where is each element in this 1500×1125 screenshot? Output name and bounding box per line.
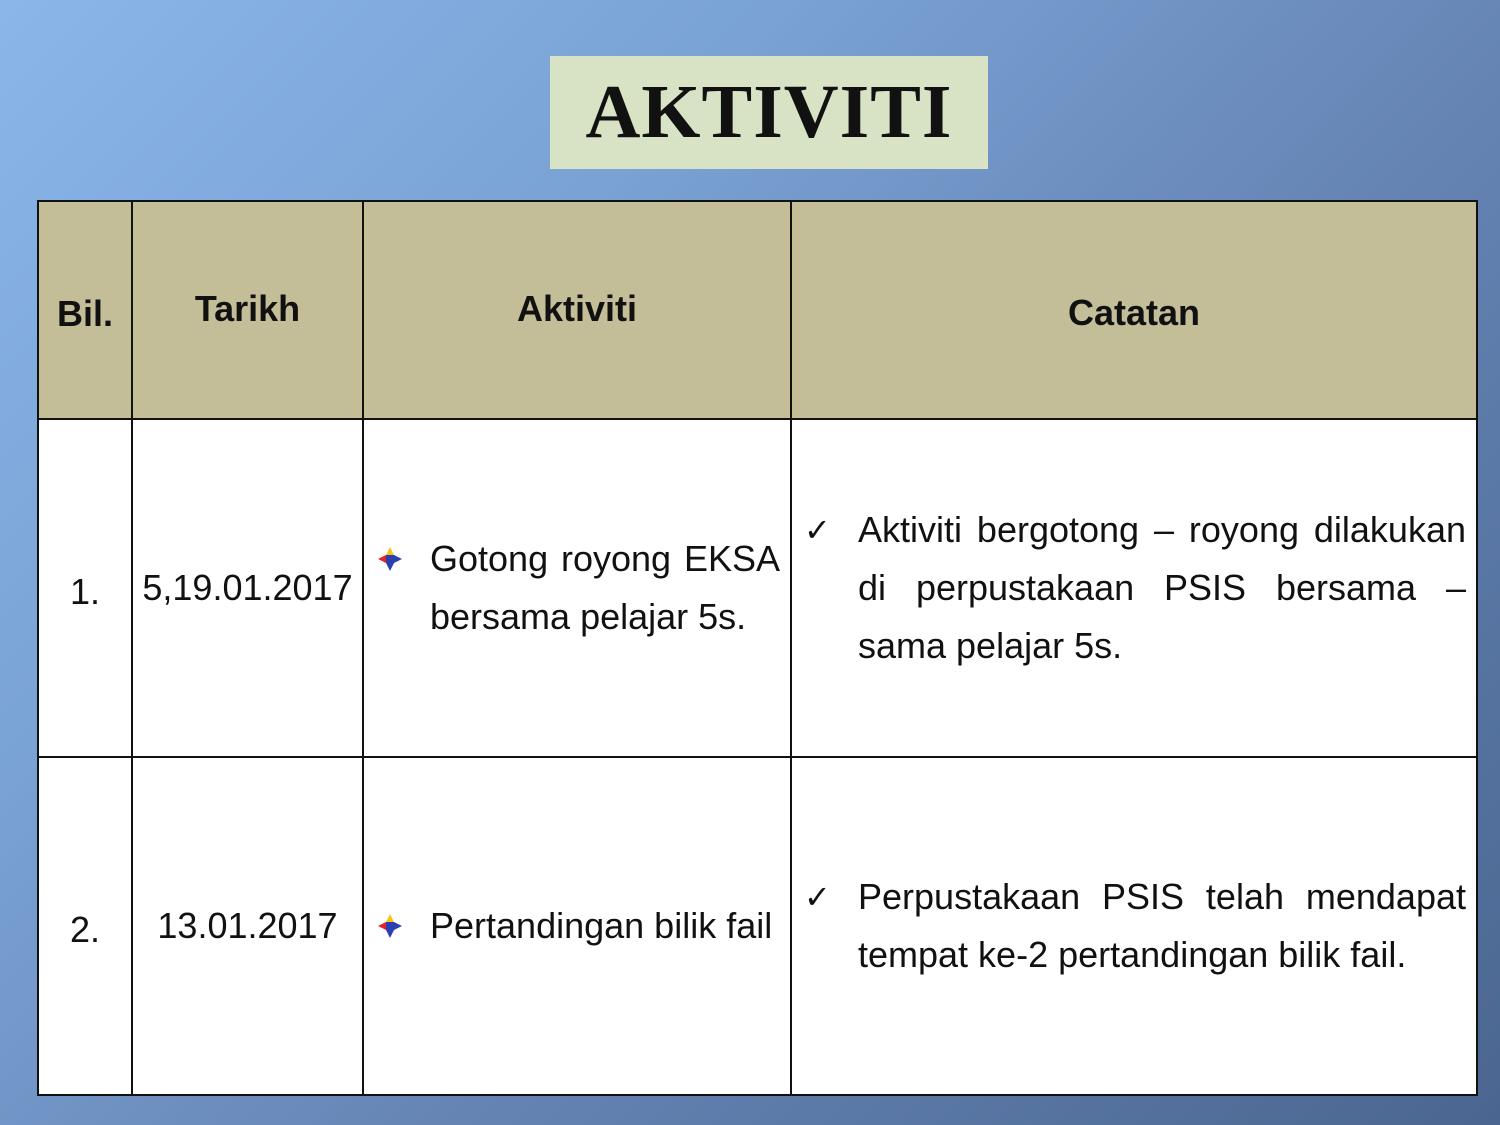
four-arrows-icon	[376, 530, 430, 588]
row-1-catatan-bullet	[792, 501, 1476, 675]
row-1-tarikh: 5,19.01.2017	[132, 419, 363, 757]
header-catatan: Catatan	[791, 201, 1477, 419]
row-1-bil: 1.	[38, 419, 132, 757]
four-arrows-icon	[376, 897, 430, 955]
row-1-catatan: Aktiviti bergotong – royong dilakukan di perpustakaan PSIS bersama – sama pelajar 5s.	[858, 509, 1466, 666]
row-1-catatan-cell	[791, 419, 1477, 757]
row-2-aktiviti-cell	[363, 757, 791, 1095]
activity-table	[37, 200, 1478, 1096]
row-1-aktiviti: Gotong royong EKSA bersama pelajar 5s.	[430, 538, 780, 637]
table-row	[38, 757, 1477, 1095]
row-1-aktiviti-cell	[363, 419, 791, 757]
check-icon: ✓	[804, 878, 831, 916]
row-2-aktiviti-bullet	[364, 897, 790, 955]
row-2-catatan: Perpustakaan PSIS telah mendapat tempat ke-2 pertandingan bilik fail.	[858, 876, 1466, 975]
header-tarikh: Tarikh	[132, 201, 363, 419]
page-title: AKTIVITI	[585, 70, 953, 154]
header-bil: Bil.	[38, 201, 132, 419]
row-2-bil: 2.	[38, 757, 132, 1095]
header-aktiviti: Aktiviti	[363, 201, 791, 419]
check-icon: ✓	[804, 511, 831, 549]
row-2-tarikh: 13.01.2017	[132, 757, 363, 1095]
table-row	[38, 419, 1477, 757]
row-2-aktiviti: Pertandingan bilik fail	[430, 905, 773, 946]
row-2-catatan-cell	[791, 757, 1477, 1095]
row-2-catatan-bullet	[792, 868, 1476, 984]
row-1-aktiviti-bullet	[364, 530, 790, 646]
table-header-row	[38, 201, 1477, 419]
title-box	[550, 56, 988, 169]
